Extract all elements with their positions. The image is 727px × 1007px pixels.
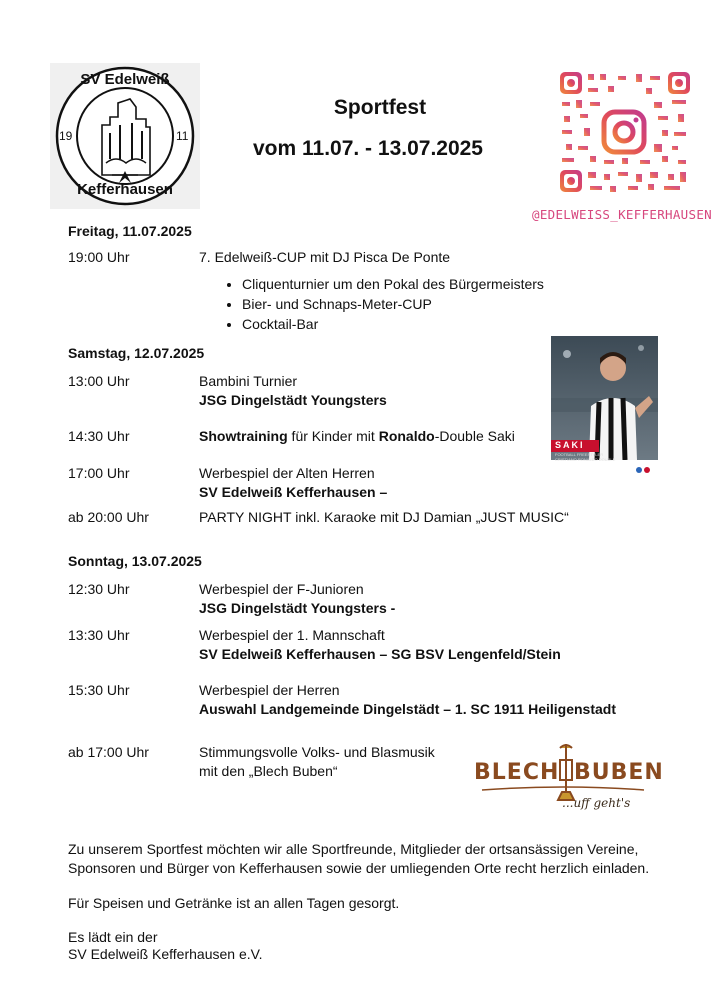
band-word-2: BUBEN — [574, 760, 664, 785]
event-teams: Auswahl Landgemeinde Dingelstädt – 1. SC 1911 Heiligenstadt — [199, 701, 616, 717]
logo-text-bottom: Kefferhausen — [77, 181, 173, 198]
event-teams: SV Edelweiß Kefferhausen – SG BSV Lengenfeld/Stein — [199, 646, 561, 662]
event-title-bold-1: Showtraining — [199, 428, 288, 444]
logo-text-top: SV Edelweiß — [80, 71, 170, 88]
event-title: Bambini Turnier — [199, 373, 298, 389]
list-item: • Cliquenturnier um den Pokal des Bürgermeisters — [242, 274, 544, 294]
friday-bullet-list — [218, 274, 544, 334]
band-word-1: BLECH — [474, 760, 560, 785]
event-dates: vom 11.07. - 13.07.2025 — [252, 137, 483, 160]
event-title: Werbespiel der 1. Mannschaft — [199, 627, 385, 643]
signature-line-1: Es lädt ein der — [68, 929, 158, 945]
friday-heading: Freitag, 11.07.2025 — [68, 223, 192, 239]
instagram-handle[interactable]: @EDELWEISS_KEFFERHAUSEN — [532, 207, 712, 222]
event-title: Werbespiel der Alten Herren — [199, 465, 375, 481]
event-teams: SV Edelweiß Kefferhausen – — [199, 484, 388, 500]
event-time: 15:30 Uhr — [68, 682, 130, 698]
event-time: ab 17:00 Uhr — [68, 744, 149, 760]
event-title: Stimmungsvolle Volks- und Blasmusik — [199, 744, 435, 760]
blech-buben-logo — [474, 740, 664, 818]
event-time: 17:00 Uhr — [68, 465, 130, 481]
saki-name: SAKI — [555, 440, 585, 450]
event-time: 14:30 Uhr — [68, 428, 130, 444]
event-title: Werbespiel der F-Junioren — [199, 581, 364, 597]
saki-subtitle-2: CRISTIANO RONALDO DOUBLE — [555, 457, 616, 462]
friday-event-time: 19:00 Uhr — [68, 249, 130, 265]
event-title-text-2: -Double Saki — [434, 428, 515, 444]
invite-line-1: Zu unserem Sportfest möchten wir alle Sportfreunde, Mitglieder der ortsansässigen Vereine, — [68, 841, 639, 857]
sunday-heading: Sonntag, 13.07.2025 — [68, 553, 202, 569]
event-title-bold-2: Ronaldo — [378, 428, 435, 444]
saki-subtitle-1: FOOTBALL FREESTYLER — [555, 452, 604, 457]
event-title-text-1: für Kinder mit — [287, 428, 379, 444]
event-title: PARTY NIGHT inkl. Karaoke mit DJ Damian „JUST MUSIC“ — [199, 509, 569, 525]
saki-promo-card — [551, 336, 658, 484]
event-teams: JSG Dingelstädt Youngsters - — [199, 600, 396, 616]
event-time: 13:00 Uhr — [68, 373, 130, 389]
saturday-heading: Samstag, 12.07.2025 — [68, 345, 205, 361]
qr-code-icon — [558, 70, 692, 194]
event-title: Werbespiel der Herren — [199, 682, 340, 698]
food-note: Für Speisen und Getränke ist an allen Tagen gesorgt. — [68, 895, 400, 911]
list-item: • Bier- und Schnaps-Meter-CUP — [242, 294, 544, 314]
event-subtitle: mit den „Blech Buben“ — [199, 763, 338, 779]
event-teams: JSG Dingelstädt Youngsters — [199, 392, 387, 408]
signature-line-2: SV Edelweiß Kefferhausen e.V. — [68, 946, 263, 962]
list-item: • Cocktail-Bar — [242, 314, 544, 334]
instagram-qr — [558, 70, 692, 194]
event-time: 12:30 Uhr — [68, 581, 130, 597]
club-logo — [50, 63, 200, 209]
page-title: Sportfest — [333, 96, 427, 119]
invite-line-2: Sponsoren und Bürger von Kefferhausen sowie der umliegenden Orte recht herzlich einladen. — [68, 860, 650, 876]
band-tagline: ...uff geht's — [562, 796, 631, 810]
friday-event-title: 7. Edelweiß-CUP mit DJ Pisca De Ponte — [199, 249, 451, 265]
logo-year-right: 11 — [176, 129, 189, 143]
event-title — [199, 427, 515, 445]
event-time: 13:30 Uhr — [68, 627, 130, 643]
logo-year-left: 19 — [59, 129, 73, 143]
event-time: ab 20:00 Uhr — [68, 509, 149, 525]
